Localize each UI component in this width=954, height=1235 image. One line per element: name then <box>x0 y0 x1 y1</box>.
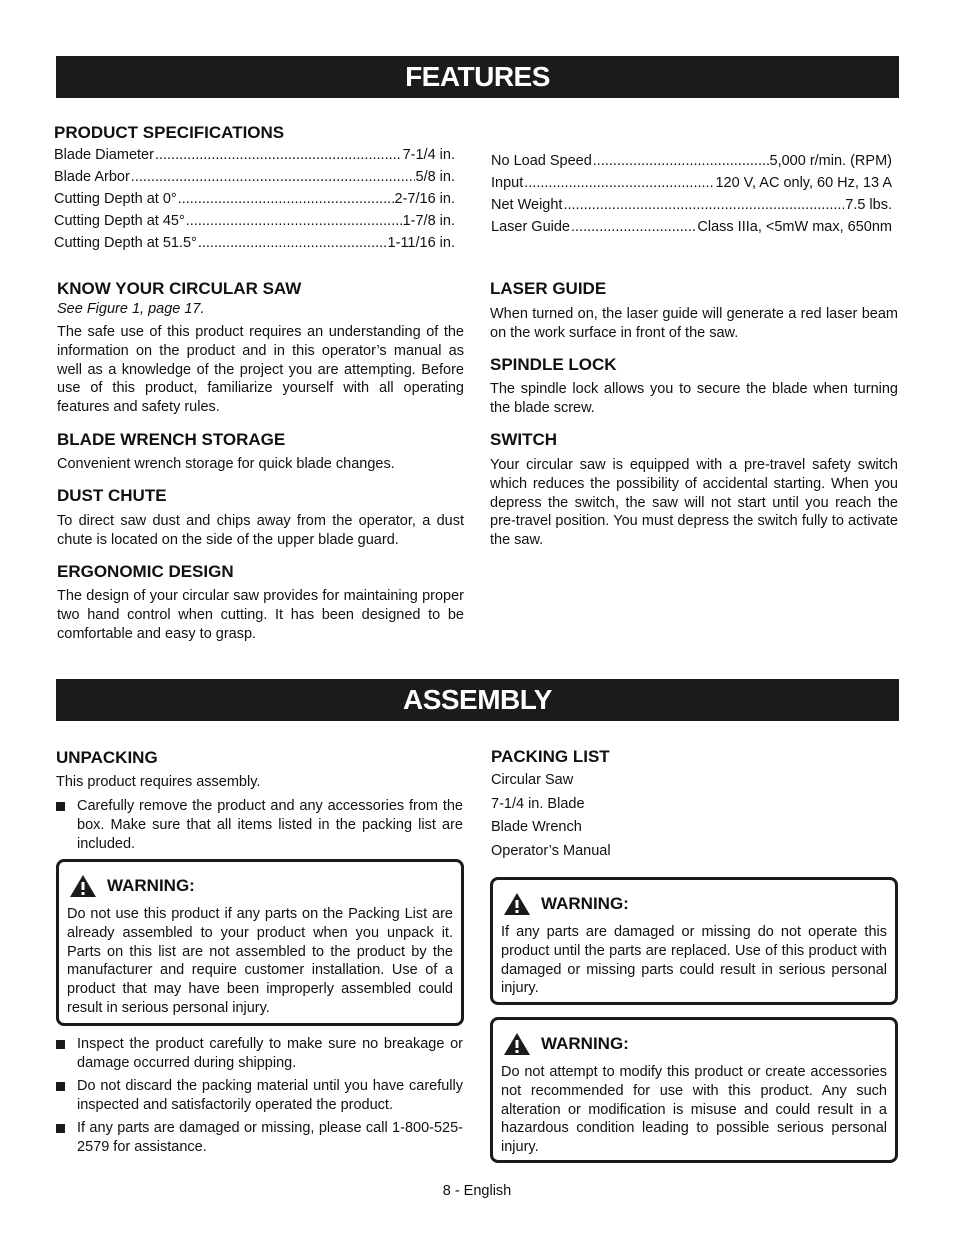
list-item: Blade Wrench <box>491 819 582 835</box>
warning-text: Do not attempt to modify this product or create accessories not recommended for use with this product. Any such alteration or modification is misuse and could result in a hazardous condition leading to possible serious personal injury. <box>501 1064 887 1156</box>
spec-row <box>54 232 455 254</box>
bullet-square <box>56 802 65 811</box>
spec-label: Blade Diameter <box>54 147 154 163</box>
dust-chute-body: To direct saw dust and chips away from the operator, a dust chute is located on the side of the upper blade guard. <box>57 513 464 548</box>
spec-label: Cutting Depth at 0° <box>54 191 177 207</box>
unpacking-intro: This product requires assembly. <box>56 774 261 790</box>
bullet-square <box>56 1124 65 1133</box>
warning-text: Do not use this product if any parts on the Packing List are already assembled to your product when you unpack it. Parts on this list are not assembled to the product by the manufacturer and require customer installation. Use of a product that may have been improperly assembled could result in serious personal injury. <box>67 906 453 1016</box>
spec-value: 1-11/16 in. <box>387 235 455 251</box>
list-item <box>56 1077 463 1115</box>
assembly-banner: ASSEMBLY <box>56 679 899 721</box>
spec-value: 1-7/8 in. <box>402 213 455 229</box>
spec-row <box>491 150 892 172</box>
switch-heading: SWITCH <box>490 430 558 449</box>
spec-row <box>491 216 892 238</box>
list-item: 7-1/4 in. Blade <box>491 795 585 812</box>
switch-body: Your circular saw is equipped with a pre-travel safety switch which reduces the possibility of accidental starting. When you depress the switch, the saw will not start until you reach the pre-travel position. You must depress the switch fully to activate the saw. <box>490 457 898 549</box>
spec-row <box>54 188 455 210</box>
list-item <box>56 797 463 854</box>
spec-label: Cutting Depth at 51.5° <box>54 235 197 251</box>
warning-triangle-icon <box>69 874 97 898</box>
spec-label: Net Weight <box>491 197 563 213</box>
spec-row <box>491 172 892 194</box>
spec-row <box>491 194 892 216</box>
features-banner: FEATURES <box>56 56 899 98</box>
warning-header <box>503 892 629 916</box>
product-specifications-heading: PRODUCT SPECIFICATIONS <box>54 123 285 142</box>
list-item <box>56 1119 463 1157</box>
spec-label: No Load Speed <box>491 153 592 169</box>
spec-row <box>54 166 455 188</box>
know-saw-body: The safe use of this product requires an understanding of the information on the product and in this operator’s manual as well as a knowledge of the project you are attempting. Before use of this product, familiarize yourself with all operating features and safety rules. <box>57 324 464 416</box>
bullet-square <box>56 1040 65 1049</box>
spec-label: Blade Arbor <box>54 169 130 185</box>
spec-value: 120 V, AC only, 60 Hz, 13 A <box>715 175 892 191</box>
spec-value: 7.5 lbs. <box>845 197 892 213</box>
warning-box <box>490 877 898 1005</box>
bullet-text: If any parts are damaged or missing, please call 1-800-525-2579 for assistance. <box>77 1120 463 1155</box>
warning-box <box>56 859 464 1026</box>
unpacking-heading: UNPACKING <box>56 748 158 767</box>
list-item: Operator’s Manual <box>491 842 611 859</box>
page-footer: 8 - English <box>442 1183 512 1199</box>
packing-list-heading: PACKING LIST <box>491 747 610 766</box>
packing-list <box>491 769 791 863</box>
dust-chute-heading: DUST CHUTE <box>57 486 167 505</box>
laser-guide-body: When turned on, the laser guide will generate a red laser beam on the work surface in front of the saw. <box>490 306 898 341</box>
know-saw-heading: KNOW YOUR CIRCULAR SAW <box>57 279 302 298</box>
spindle-lock-body: The spindle lock allows you to secure the blade when turning the blade screw. <box>490 381 898 416</box>
spec-value: 5/8 in. <box>415 169 455 185</box>
spec-value: 5,000 r/min. (RPM) <box>769 153 892 169</box>
spec-value: Class IIIa, <5mW max, 650nm <box>697 219 892 235</box>
warning-header <box>69 874 195 898</box>
spec-row <box>54 210 455 232</box>
warning-triangle-icon <box>503 1032 531 1056</box>
warning-header <box>503 1032 629 1056</box>
bullet-square <box>56 1082 65 1091</box>
spec-label: Input <box>491 175 524 191</box>
spindle-lock-heading: SPINDLE LOCK <box>490 355 617 374</box>
warning-label: WARNING: <box>541 1034 629 1053</box>
spec-value: 7-1/4 in. <box>402 147 455 163</box>
bullet-text: Carefully remove the product and any accessories from the box. Make sure that all items listed in the packing list are included. <box>77 798 463 852</box>
laser-guide-heading: LASER GUIDE <box>490 279 607 298</box>
figure-reference: See Figure 1, page 17. <box>57 301 205 317</box>
blade-wrench-body: Convenient wrench storage for quick blade changes. <box>57 456 395 472</box>
ergonomic-heading: ERGONOMIC DESIGN <box>57 562 234 581</box>
blade-wrench-heading: BLADE WRENCH STORAGE <box>57 430 286 449</box>
list-item: Circular Saw <box>491 772 574 788</box>
warning-box <box>490 1017 898 1163</box>
ergonomic-body: The design of your circular saw provides for maintaining proper two hand control when cutting. It has been designed to be comfortable and easy to grasp. <box>57 588 464 642</box>
bullet-text: Do not discard the packing material until you have carefully inspected and satisfactorily operated the product. <box>77 1078 463 1113</box>
warning-label: WARNING: <box>541 894 629 913</box>
spec-label: Laser Guide <box>491 219 570 235</box>
spec-row <box>54 144 455 166</box>
bullet-text: Inspect the product carefully to make sure no breakage or damage occurred during shipping. <box>77 1036 463 1071</box>
warning-label: WARNING: <box>107 876 195 895</box>
warning-text: If any parts are damaged or missing do not operate this product until the parts are replaced. Use of this product with damaged or missing parts could result in serious personal injury. <box>501 924 887 997</box>
spec-value: 2-7/16 in. <box>394 191 455 207</box>
list-item <box>56 1035 463 1073</box>
spec-label: Cutting Depth at 45° <box>54 213 185 229</box>
warning-triangle-icon <box>503 892 531 916</box>
